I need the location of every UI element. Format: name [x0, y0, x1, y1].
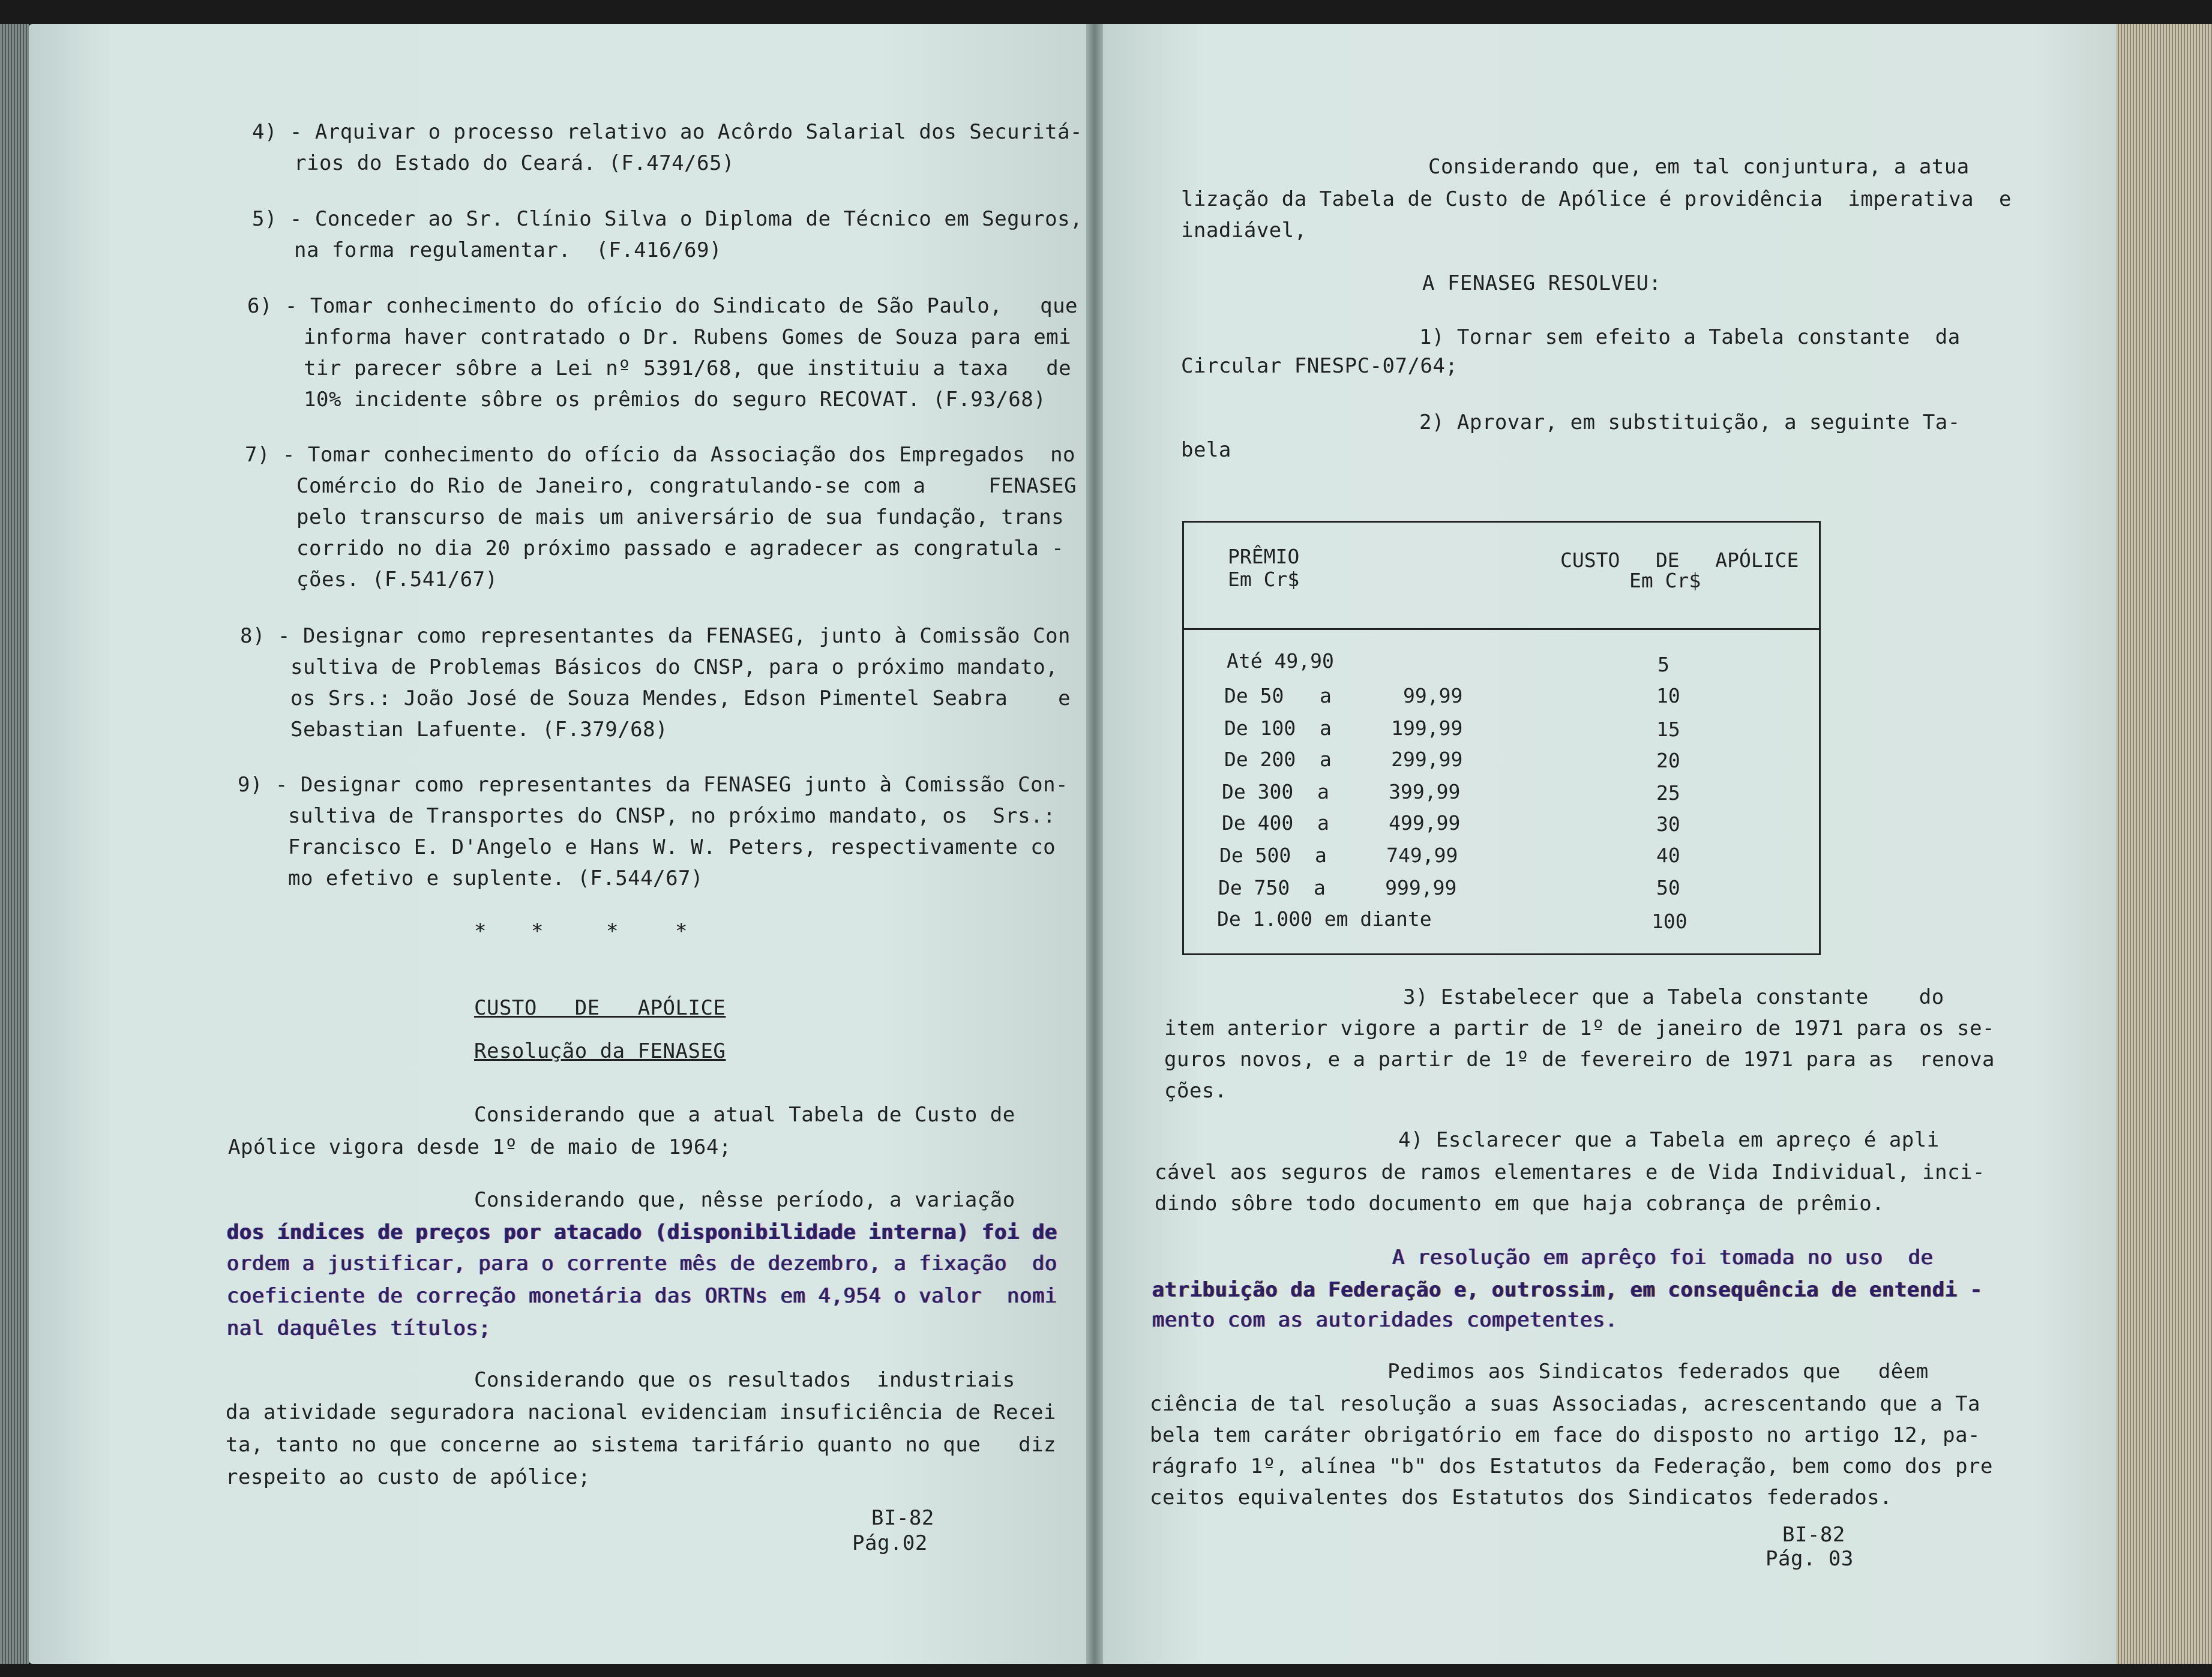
right-para-6-line-4: rágrafo 1º, alínea "b" dos Estatutos da Federação, bem como dos pre — [1150, 1454, 1993, 1478]
item-7-line-5: ções. (F.541/67) — [296, 568, 498, 592]
table-col1-header: PRÊMIO — [1228, 545, 1300, 568]
para-3-line-3: ta, tanto no que concerne ao sistema tarifário quanto no que diz — [226, 1433, 1057, 1457]
item-9-line-3: Francisco E. D'Angelo e Hans W. W. Peters, respectivamente co — [288, 835, 1056, 859]
table-row-range: De 750 a 999,99 — [1218, 876, 1457, 899]
item-8-line-2: sultiva de Problemas Básicos do CNSP, para o próximo mandato, — [290, 655, 1059, 679]
separator-star: * — [531, 919, 544, 943]
para-3-line-4: respeito ao custo de apólice; — [226, 1465, 591, 1489]
item-7-line-2: Comércio do Rio de Janeiro, congratulando-se com a FENASEG — [296, 474, 1077, 498]
table-row-cost: 15 — [1656, 718, 1680, 741]
para-1-line-1: Considerando que a atual Tabela de Custo de — [474, 1103, 1015, 1127]
para-2-line-3: ordem a justificar, para o corrente mês de dezembro, a fixação do — [227, 1252, 1058, 1276]
resolved-heading: A FENASEG RESOLVEU: — [1422, 271, 1662, 295]
para-1-line-2: Apólice vigora desde 1º de maio de 1964; — [228, 1135, 732, 1159]
table-row-range: De 200 a 299,99 — [1224, 748, 1463, 771]
page-footer-code: BI-82 — [871, 1506, 934, 1530]
right-item-1-line-1: 1) Tornar sem efeito a Tabela constante da — [1419, 325, 1961, 349]
right-para-6-line-2: ciência de tal resolução a suas Associadas, acrescentando que a Ta — [1150, 1392, 1981, 1416]
right-item-4-line-1: 4) Esclarecer que a Tabela em apreço é apli — [1398, 1128, 1940, 1152]
table-row-range: De 400 a 499,99 — [1222, 811, 1461, 835]
item-9-line-2: sultiva de Transportes do CNSP, no próximo mandato, os Srs.: — [288, 804, 1056, 828]
table-row-range: De 50 a 99,99 — [1224, 684, 1463, 707]
section-subheading: Resolução da FENASEG — [474, 1039, 726, 1063]
right-para-6-line-1: Pedimos aos Sindicatos federados que dêem — [1387, 1360, 1929, 1384]
table-row-cost: 25 — [1656, 781, 1680, 805]
right-para-1-line-3: inadiável, — [1181, 218, 1307, 242]
table-row-cost: 20 — [1656, 749, 1680, 772]
table-row-range: De 500 a 749,99 — [1219, 844, 1458, 867]
right-item-4-line-3: dindo sôbre todo documento em que haja cobrança de prêmio. — [1155, 1192, 1885, 1216]
right-item-3-line-3: guros novos, e a partir de 1º de fevereiro de 1971 para as renova — [1164, 1048, 1995, 1072]
item-6-line-4: 10% incidente sôbre os prêmios do seguro RECOVAT. (F.93/68) — [304, 388, 1047, 412]
right-para-6-line-3: bela tem caráter obrigatório em face do disposto no artigo 12, pa- — [1150, 1423, 1981, 1447]
item-8-line-1: 8) - Designar como representantes da FENASEG, junto à Comissão Con — [240, 624, 1071, 648]
table-row-cost: 40 — [1656, 844, 1680, 867]
right-page-footer-code: BI-82 — [1782, 1523, 1845, 1547]
table-row-cost: 50 — [1656, 876, 1680, 899]
book-left-edge — [0, 24, 29, 1664]
section-heading: CUSTO DE APÓLICE — [474, 996, 726, 1020]
item-6-line-2: informa haver contratado o Dr. Rubens Gomes de Souza para emi — [304, 325, 1072, 349]
table-col2-header-unit: Em Cr$ — [1629, 569, 1701, 592]
table-col1-header-unit: Em Cr$ — [1228, 568, 1300, 591]
right-para-5-line-3: mento com as autoridades competentes. — [1152, 1308, 1618, 1332]
right-para-1-line-2: lização da Tabela de Custo de Apólice é providência imperativa e — [1181, 187, 2012, 211]
table-row-range: Até 49,90 — [1227, 649, 1334, 673]
para-2-line-4: coeficiente de correção monetária das ORTNs em 4,954 o valor nomi — [227, 1284, 1058, 1308]
item-4-line-1: 4) - Arquivar o processo relativo ao Acôrdo Salarial dos Securitá- — [252, 120, 1083, 144]
item-9-line-1: 9) - Designar como representantes da FENASEG junto à Comissão Con- — [238, 773, 1069, 797]
item-5-line-1: 5) - Conceder ao Sr. Clínio Silva o Diploma de Técnico em Seguros, — [252, 207, 1083, 231]
separator-star: * — [606, 919, 619, 943]
item-6-line-1: 6) - Tomar conhecimento do ofício do Sindicato de São Paulo, que — [247, 294, 1078, 318]
right-item-3-line-2: item anterior vigore a partir de 1º de janeiro de 1971 para os se- — [1164, 1016, 1995, 1040]
item-9-line-4: mo efetivo e suplente. (F.544/67) — [288, 866, 704, 890]
item-5-line-2: na forma regulamentar. (F.416/69) — [294, 238, 722, 262]
item-7-line-4: corrido no dia 20 próximo passado e agradecer as congratula - — [296, 536, 1065, 560]
table-row-cost: 30 — [1656, 812, 1680, 836]
table-row-cost: 10 — [1656, 684, 1680, 707]
page-footer-number: Pág.02 — [852, 1531, 928, 1555]
right-item-2-line-2: bela — [1181, 438, 1231, 462]
right-para-6-line-5: ceitos equivalentes dos Estatutos dos Sindicatos federados. — [1150, 1486, 1893, 1510]
table-row-range: De 100 a 199,99 — [1224, 716, 1463, 740]
right-para-1-line-1: Considerando que, em tal conjuntura, a atua — [1428, 155, 1970, 179]
right-item-1-line-2: Circular FNESPC-07/64; — [1181, 354, 1458, 378]
right-para-5-line-2: atribuição da Federação e, outrossim, em consequência de entendi - — [1152, 1278, 1983, 1302]
para-3-line-2: da atividade seguradora nacional evidenciam insuficiência de Recei — [226, 1400, 1057, 1424]
item-4-line-2: rios do Estado do Ceará. (F.474/65) — [294, 151, 735, 175]
para-2-line-2: dos índices de preços por atacado (disponibilidade interna) foi de — [227, 1220, 1058, 1244]
table-row-cost: 100 — [1651, 910, 1688, 933]
table-header-rule — [1184, 628, 1819, 630]
item-7-line-1: 7) - Tomar conhecimento do ofício da Associação dos Empregados no — [245, 443, 1076, 467]
right-item-3-line-1: 3) Estabelecer que a Tabela constante do — [1403, 985, 1944, 1009]
item-7-line-3: pelo transcurso de mais um aniversário de sua fundação, trans — [296, 505, 1065, 529]
right-page-footer-number: Pág. 03 — [1766, 1547, 1854, 1571]
separator-star: * — [474, 919, 487, 943]
table-col2-header: CUSTO DE APÓLICE — [1560, 548, 1799, 572]
item-8-line-4: Sebastian Lafuente. (F.379/68) — [290, 718, 669, 742]
right-item-3-line-4: ções. — [1164, 1079, 1227, 1103]
separator-star: * — [675, 919, 688, 943]
book-page-edges — [2116, 24, 2212, 1664]
para-2-line-5: nal daquêles títulos; — [227, 1316, 491, 1340]
right-para-5-line-1: A resolução em aprêço foi tomada no uso de — [1392, 1246, 1934, 1270]
para-2-line-1: Considerando que, nêsse período, a variação — [474, 1188, 1015, 1212]
right-item-4-line-2: cável aos seguros de ramos elementares e de Vida Individual, inci- — [1155, 1160, 1986, 1184]
item-8-line-3: os Srs.: João José de Souza Mendes, Edson Pimentel Seabra e — [290, 686, 1071, 710]
table-row-range: De 1.000 em diante — [1217, 907, 1432, 931]
para-3-line-1: Considerando que os resultados industriais — [474, 1368, 1015, 1392]
table-row-range: De 300 a 399,99 — [1222, 780, 1461, 803]
table-row-cost: 5 — [1657, 653, 1670, 676]
book-gutter — [1086, 24, 1103, 1664]
item-6-line-3: tir parecer sôbre a Lei nº 5391/68, que instituiu a taxa de — [304, 356, 1072, 380]
right-item-2-line-1: 2) Aprovar, em substituição, a seguinte Ta- — [1419, 410, 1961, 434]
